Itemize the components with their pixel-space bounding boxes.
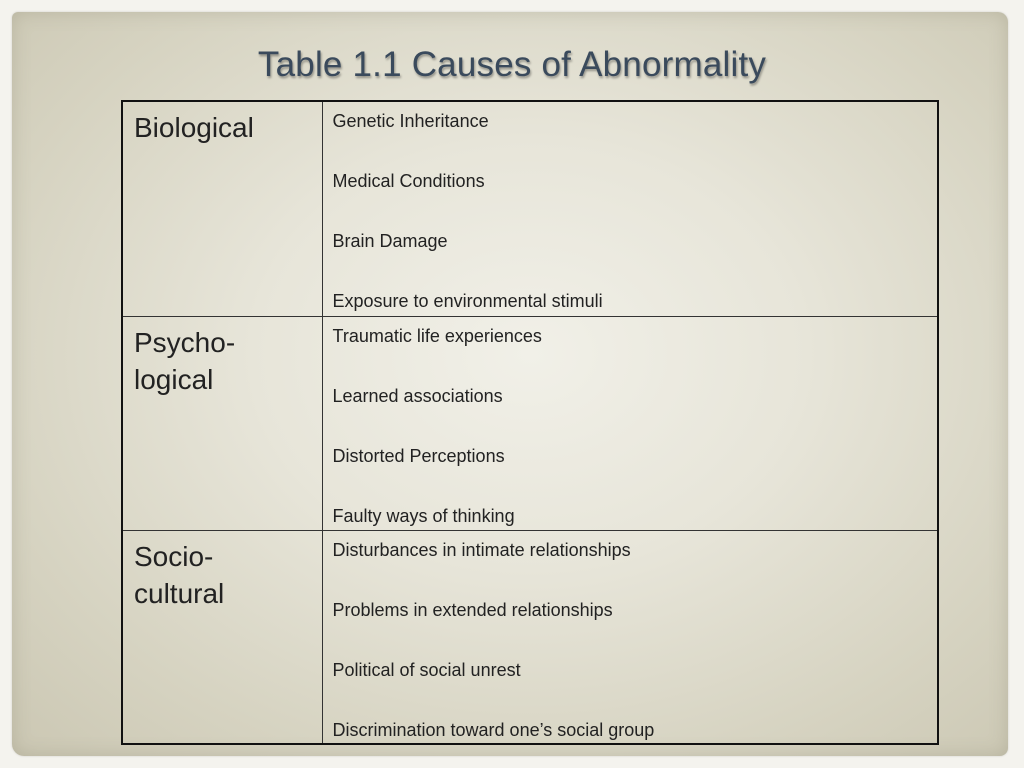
cause-item: Problems in extended relationships: [332, 599, 613, 620]
cause-item: Genetic Inheritance: [332, 111, 489, 131]
causes-table: [121, 100, 939, 745]
category-label: Socio-cultural: [134, 540, 225, 609]
slide-title: Table 1.1 Causes of Abnormality: [257, 45, 767, 84]
category-label: Biological: [134, 112, 254, 143]
cause-item: Brain Damage: [332, 231, 448, 251]
cause-item: Political of social unrest: [332, 659, 521, 680]
table-row-sociocultural: [122, 530, 938, 744]
category-cell: [122, 101, 322, 316]
cause-item: Disturbances in intimate relationships: [332, 539, 631, 560]
cause-item: Learned associations: [332, 385, 503, 406]
items-cell: [322, 101, 938, 316]
cause-item: Traumatic life experiences: [332, 325, 542, 346]
items-cell: [322, 316, 938, 530]
category-label: Psycho-logical: [134, 326, 236, 395]
items-cell: [322, 530, 938, 744]
table-row-biological: [122, 101, 938, 316]
cause-item: Exposure to environmental stimuli: [332, 291, 603, 311]
category-cell: [122, 316, 322, 530]
cause-item: Faulty ways of thinking: [332, 505, 515, 526]
table-row-psychological: [122, 316, 938, 530]
category-cell: [122, 530, 322, 744]
cause-item: Distorted Perceptions: [332, 445, 505, 466]
cause-item: Medical Conditions: [332, 171, 485, 191]
cause-item: Discrimination toward one’s social group: [332, 719, 655, 740]
